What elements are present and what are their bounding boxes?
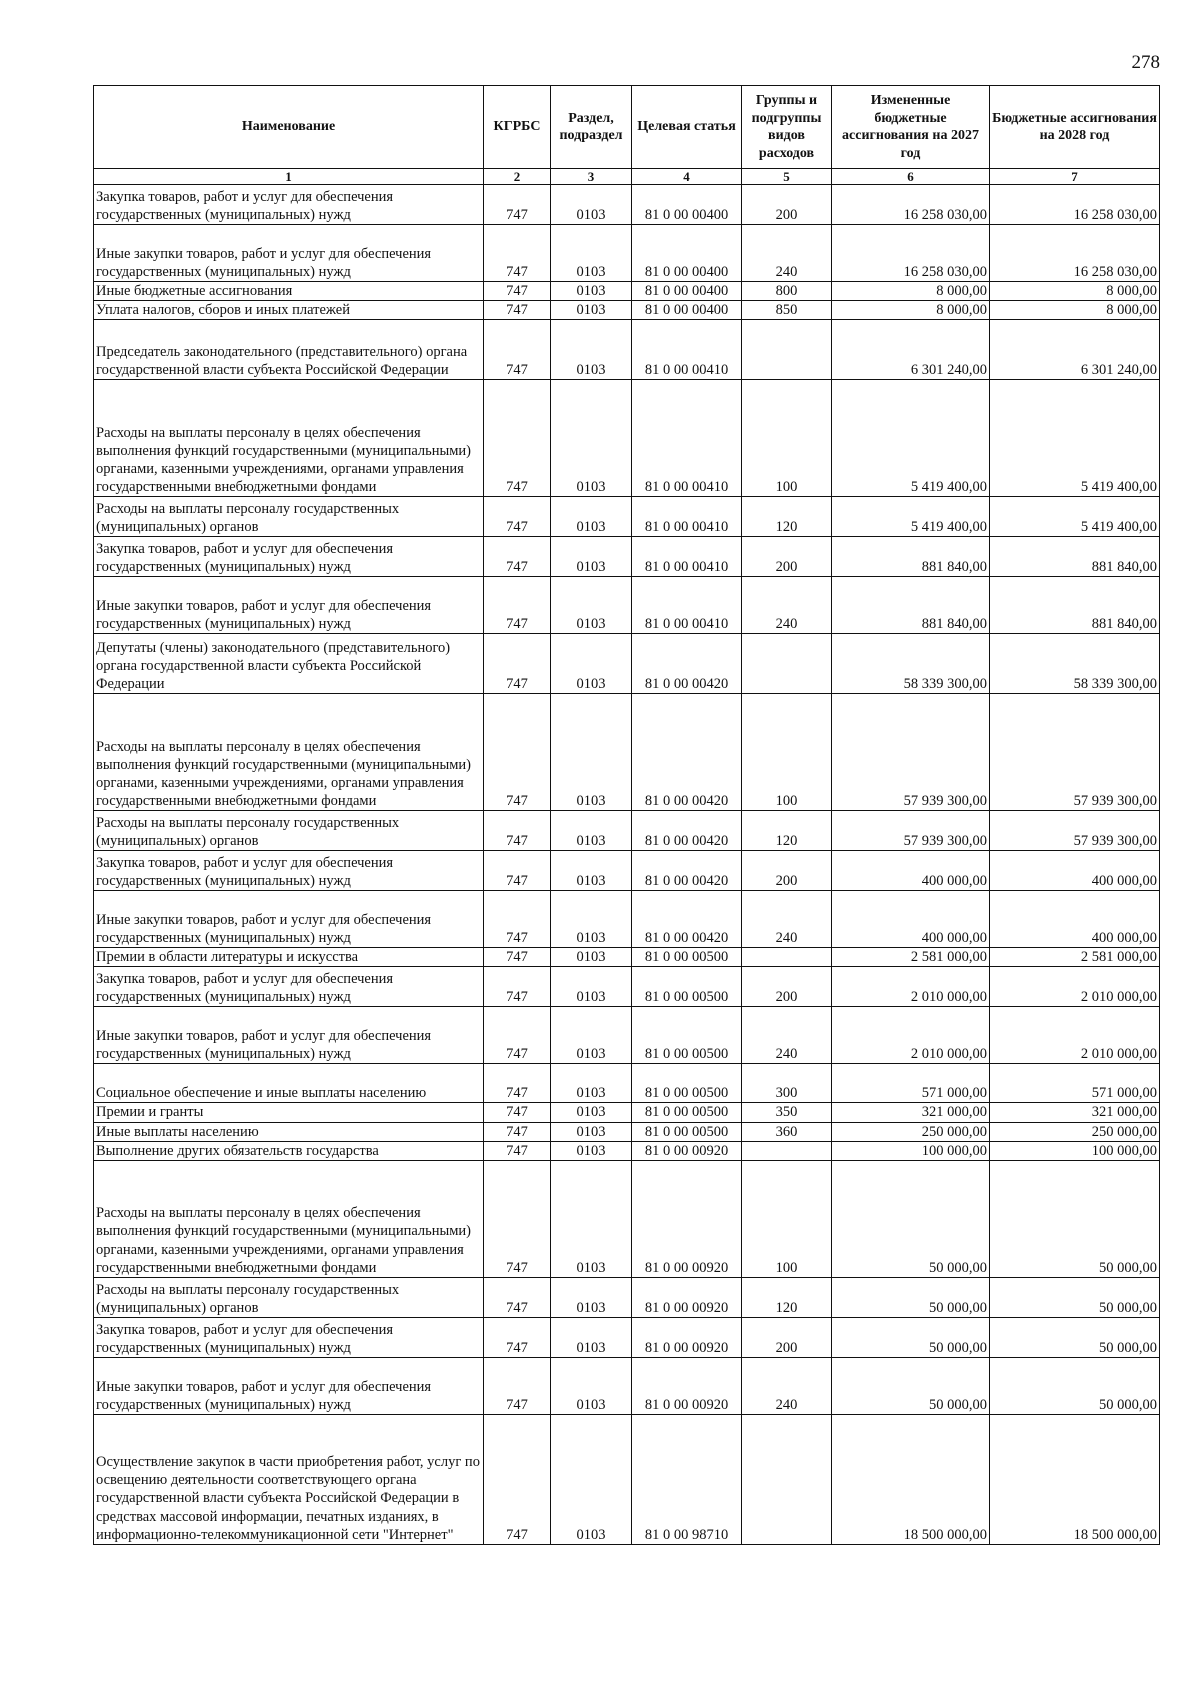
- column-header-group: Группы и подгруппы видов расходов: [742, 86, 832, 169]
- cell-kgrbs: 747: [484, 537, 551, 577]
- cell-kgrbs: 747: [484, 1357, 551, 1414]
- cell-group: 100: [742, 380, 832, 497]
- cell-article: 81 0 00 00410: [632, 577, 742, 634]
- cell-name: Выполнение других обязательств государства: [94, 1141, 484, 1160]
- cell-amount-2027: 16 258 030,00: [832, 225, 990, 282]
- cell-amount-2027: 57 939 300,00: [832, 694, 990, 811]
- table-row: [94, 967, 1160, 1007]
- cell-name: Закупка товаров, работ и услуг для обеспечения государственных (муниципальных) нужд: [94, 537, 484, 577]
- cell-section: 0103: [551, 851, 632, 891]
- cell-amount-2027: 50 000,00: [832, 1317, 990, 1357]
- cell-amount-2028: 2 010 000,00: [990, 1007, 1160, 1064]
- cell-name: Осуществление закупок в части приобретения работ, услуг по освещению деятельности соответствующего органа государственной власти субъекта Российской Федерации в средствах массовой информации, печатных изданиях, в информационно-телекоммуникационной сети "Интернет": [94, 1414, 484, 1544]
- cell-amount-2027: 5 419 400,00: [832, 380, 990, 497]
- cell-article: 81 0 00 00500: [632, 1103, 742, 1122]
- cell-article: 81 0 00 00420: [632, 694, 742, 811]
- cell-amount-2027: 50 000,00: [832, 1277, 990, 1317]
- cell-group: 200: [742, 185, 832, 225]
- cell-section: 0103: [551, 1277, 632, 1317]
- cell-name: Депутаты (члены) законодательного (представительного) органа государственной власти субъекта Российской Федерации: [94, 634, 484, 694]
- cell-article: 81 0 00 00410: [632, 320, 742, 380]
- cell-section: 0103: [551, 1103, 632, 1122]
- cell-group: 300: [742, 1064, 832, 1103]
- cell-name: Иные выплаты населению: [94, 1122, 484, 1141]
- cell-kgrbs: 747: [484, 577, 551, 634]
- cell-name: Расходы на выплаты персоналу в целях обеспечения выполнения функций государственными (муниципальными) органами, казенными учреждениями, органами управления государственными внебюджетными фондами: [94, 694, 484, 811]
- column-header-amount-2027: Измененные бюджетные ассигнования на 2027 год: [832, 86, 990, 169]
- cell-amount-2028: 18 500 000,00: [990, 1414, 1160, 1544]
- cell-kgrbs: 747: [484, 301, 551, 320]
- cell-amount-2028: 400 000,00: [990, 851, 1160, 891]
- cell-amount-2027: 58 339 300,00: [832, 634, 990, 694]
- cell-amount-2028: 58 339 300,00: [990, 634, 1160, 694]
- cell-kgrbs: 747: [484, 225, 551, 282]
- cell-amount-2028: 2 010 000,00: [990, 967, 1160, 1007]
- cell-group: 200: [742, 537, 832, 577]
- cell-amount-2028: 571 000,00: [990, 1064, 1160, 1103]
- table-row: [94, 301, 1160, 320]
- cell-amount-2027: 100 000,00: [832, 1141, 990, 1160]
- cell-group: 120: [742, 811, 832, 851]
- table-row: [94, 537, 1160, 577]
- cell-kgrbs: 747: [484, 320, 551, 380]
- cell-amount-2027: 57 939 300,00: [832, 811, 990, 851]
- cell-kgrbs: 747: [484, 1007, 551, 1064]
- cell-kgrbs: 747: [484, 380, 551, 497]
- cell-amount-2028: 881 840,00: [990, 577, 1160, 634]
- table-row: [94, 1160, 1160, 1277]
- cell-article: 81 0 00 00920: [632, 1141, 742, 1160]
- cell-group: 100: [742, 694, 832, 811]
- budget-table: [93, 85, 1160, 1545]
- cell-article: 81 0 00 00420: [632, 634, 742, 694]
- cell-section: 0103: [551, 225, 632, 282]
- cell-name: Премии в области литературы и искусства: [94, 948, 484, 967]
- table-row: [94, 320, 1160, 380]
- cell-amount-2027: 400 000,00: [832, 891, 990, 948]
- cell-group: 200: [742, 851, 832, 891]
- cell-group: 200: [742, 1317, 832, 1357]
- table-row: [94, 634, 1160, 694]
- cell-kgrbs: 747: [484, 811, 551, 851]
- cell-amount-2027: 881 840,00: [832, 537, 990, 577]
- column-number: 7: [990, 169, 1160, 185]
- cell-article: 81 0 00 00400: [632, 282, 742, 301]
- cell-section: 0103: [551, 1414, 632, 1544]
- cell-article: 81 0 00 00410: [632, 380, 742, 497]
- cell-amount-2027: 18 500 000,00: [832, 1414, 990, 1544]
- table-row: [94, 1414, 1160, 1544]
- cell-amount-2027: 571 000,00: [832, 1064, 990, 1103]
- cell-article: 81 0 00 00410: [632, 537, 742, 577]
- table-body: [94, 185, 1160, 1545]
- cell-group: 240: [742, 1007, 832, 1064]
- cell-article: 81 0 00 00410: [632, 497, 742, 537]
- table-row: [94, 1277, 1160, 1317]
- cell-amount-2027: 50 000,00: [832, 1357, 990, 1414]
- cell-amount-2028: 50 000,00: [990, 1160, 1160, 1277]
- cell-article: 81 0 00 00500: [632, 1122, 742, 1141]
- cell-kgrbs: 747: [484, 1064, 551, 1103]
- cell-amount-2027: 5 419 400,00: [832, 497, 990, 537]
- cell-section: 0103: [551, 497, 632, 537]
- cell-section: 0103: [551, 1141, 632, 1160]
- cell-group: 850: [742, 301, 832, 320]
- cell-group: 350: [742, 1103, 832, 1122]
- cell-amount-2028: 16 258 030,00: [990, 225, 1160, 282]
- cell-group: [742, 634, 832, 694]
- cell-article: 81 0 00 00420: [632, 851, 742, 891]
- cell-kgrbs: 747: [484, 1141, 551, 1160]
- cell-group: [742, 320, 832, 380]
- table-row: [94, 1007, 1160, 1064]
- cell-kgrbs: 747: [484, 282, 551, 301]
- cell-article: 81 0 00 00420: [632, 891, 742, 948]
- table-row: [94, 1317, 1160, 1357]
- cell-amount-2027: 16 258 030,00: [832, 185, 990, 225]
- column-header-name: Наименование: [94, 86, 484, 169]
- cell-article: 81 0 00 98710: [632, 1414, 742, 1544]
- cell-section: 0103: [551, 185, 632, 225]
- cell-group: [742, 948, 832, 967]
- cell-amount-2027: 250 000,00: [832, 1122, 990, 1141]
- column-number: 5: [742, 169, 832, 185]
- cell-amount-2027: 321 000,00: [832, 1103, 990, 1122]
- cell-name: Иные бюджетные ассигнования: [94, 282, 484, 301]
- cell-name: Расходы на выплаты персоналу государственных (муниципальных) органов: [94, 1277, 484, 1317]
- cell-name: Закупка товаров, работ и услуг для обеспечения государственных (муниципальных) нужд: [94, 1317, 484, 1357]
- cell-kgrbs: 747: [484, 1103, 551, 1122]
- cell-section: 0103: [551, 967, 632, 1007]
- table-row: [94, 497, 1160, 537]
- cell-kgrbs: 747: [484, 634, 551, 694]
- cell-article: 81 0 00 00400: [632, 225, 742, 282]
- cell-amount-2027: 881 840,00: [832, 577, 990, 634]
- cell-kgrbs: 747: [484, 694, 551, 811]
- cell-article: 81 0 00 00400: [632, 185, 742, 225]
- cell-amount-2027: 6 301 240,00: [832, 320, 990, 380]
- cell-amount-2028: 2 581 000,00: [990, 948, 1160, 967]
- cell-group: 100: [742, 1160, 832, 1277]
- cell-article: 81 0 00 00500: [632, 1064, 742, 1103]
- cell-group: 200: [742, 967, 832, 1007]
- cell-amount-2028: 6 301 240,00: [990, 320, 1160, 380]
- cell-section: 0103: [551, 1317, 632, 1357]
- cell-amount-2027: 50 000,00: [832, 1160, 990, 1277]
- cell-amount-2028: 100 000,00: [990, 1141, 1160, 1160]
- cell-amount-2028: 57 939 300,00: [990, 694, 1160, 811]
- cell-name: Социальное обеспечение и иные выплаты населению: [94, 1064, 484, 1103]
- cell-section: 0103: [551, 577, 632, 634]
- cell-group: [742, 1414, 832, 1544]
- cell-kgrbs: 747: [484, 1160, 551, 1277]
- column-number: 2: [484, 169, 551, 185]
- cell-group: 240: [742, 891, 832, 948]
- table-row: [94, 1141, 1160, 1160]
- cell-article: 81 0 00 00420: [632, 811, 742, 851]
- cell-name: Иные закупки товаров, работ и услуг для обеспечения государственных (муниципальных) нужд: [94, 577, 484, 634]
- cell-article: 81 0 00 00920: [632, 1277, 742, 1317]
- cell-article: 81 0 00 00400: [632, 301, 742, 320]
- cell-group: 240: [742, 225, 832, 282]
- cell-article: 81 0 00 00500: [632, 1007, 742, 1064]
- cell-article: 81 0 00 00500: [632, 967, 742, 1007]
- cell-section: 0103: [551, 320, 632, 380]
- cell-section: 0103: [551, 891, 632, 948]
- cell-amount-2028: 8 000,00: [990, 282, 1160, 301]
- cell-amount-2028: 321 000,00: [990, 1103, 1160, 1122]
- cell-name: Расходы на выплаты персоналу государственных (муниципальных) органов: [94, 497, 484, 537]
- table-row: [94, 1122, 1160, 1141]
- cell-amount-2028: 250 000,00: [990, 1122, 1160, 1141]
- table-row: [94, 811, 1160, 851]
- cell-group: 240: [742, 577, 832, 634]
- header-row: [94, 86, 1160, 169]
- cell-section: 0103: [551, 1122, 632, 1141]
- cell-kgrbs: 747: [484, 1122, 551, 1141]
- cell-amount-2027: 400 000,00: [832, 851, 990, 891]
- page-number: 278: [1131, 52, 1160, 73]
- table-row: [94, 380, 1160, 497]
- table-row: [94, 1064, 1160, 1103]
- cell-name: Расходы на выплаты персоналу в целях обеспечения выполнения функций государственными (муниципальными) органами, казенными учреждениями, органами управления государственными внебюджетными фондами: [94, 1160, 484, 1277]
- cell-group: [742, 1141, 832, 1160]
- cell-section: 0103: [551, 1160, 632, 1277]
- table-row: [94, 282, 1160, 301]
- cell-amount-2028: 50 000,00: [990, 1317, 1160, 1357]
- table-row: [94, 851, 1160, 891]
- column-number: 3: [551, 169, 632, 185]
- cell-amount-2027: 8 000,00: [832, 282, 990, 301]
- table-row: [94, 225, 1160, 282]
- cell-amount-2028: 8 000,00: [990, 301, 1160, 320]
- column-header-section: Раздел, подраздел: [551, 86, 632, 169]
- column-number: 6: [832, 169, 990, 185]
- cell-name: Закупка товаров, работ и услуг для обеспечения государственных (муниципальных) нужд: [94, 851, 484, 891]
- cell-section: 0103: [551, 282, 632, 301]
- column-number-row: [94, 169, 1160, 185]
- cell-article: 81 0 00 00920: [632, 1317, 742, 1357]
- cell-name: Закупка товаров, работ и услуг для обеспечения государственных (муниципальных) нужд: [94, 185, 484, 225]
- table-row: [94, 694, 1160, 811]
- cell-article: 81 0 00 00920: [632, 1357, 742, 1414]
- column-header-kgrbs: КГРБС: [484, 86, 551, 169]
- cell-amount-2028: 5 419 400,00: [990, 380, 1160, 497]
- cell-name: Премии и гранты: [94, 1103, 484, 1122]
- cell-article: 81 0 00 00500: [632, 948, 742, 967]
- cell-amount-2028: 5 419 400,00: [990, 497, 1160, 537]
- cell-section: 0103: [551, 694, 632, 811]
- cell-amount-2027: 2 581 000,00: [832, 948, 990, 967]
- cell-group: 120: [742, 1277, 832, 1317]
- cell-kgrbs: 747: [484, 891, 551, 948]
- cell-section: 0103: [551, 380, 632, 497]
- cell-kgrbs: 747: [484, 1414, 551, 1544]
- cell-section: 0103: [551, 1357, 632, 1414]
- cell-kgrbs: 747: [484, 1317, 551, 1357]
- cell-group: 120: [742, 497, 832, 537]
- cell-section: 0103: [551, 948, 632, 967]
- cell-amount-2028: 50 000,00: [990, 1357, 1160, 1414]
- cell-group: 240: [742, 1357, 832, 1414]
- cell-name: Иные закупки товаров, работ и услуг для обеспечения государственных (муниципальных) нужд: [94, 1007, 484, 1064]
- cell-amount-2028: 881 840,00: [990, 537, 1160, 577]
- column-number: 1: [94, 169, 484, 185]
- cell-amount-2027: 2 010 000,00: [832, 1007, 990, 1064]
- cell-section: 0103: [551, 634, 632, 694]
- table-row: [94, 577, 1160, 634]
- cell-kgrbs: 747: [484, 1277, 551, 1317]
- cell-name: Председатель законодательного (представительного) органа государственной власти субъекта Российской Федерации: [94, 320, 484, 380]
- cell-amount-2028: 16 258 030,00: [990, 185, 1160, 225]
- cell-section: 0103: [551, 1007, 632, 1064]
- table-row: [94, 185, 1160, 225]
- table-row: [94, 948, 1160, 967]
- cell-kgrbs: 747: [484, 497, 551, 537]
- cell-kgrbs: 747: [484, 948, 551, 967]
- cell-name: Расходы на выплаты персоналу в целях обеспечения выполнения функций государственными (муниципальными) органами, казенными учреждениями, органами управления государственными внебюджетными фондами: [94, 380, 484, 497]
- cell-amount-2028: 50 000,00: [990, 1277, 1160, 1317]
- cell-kgrbs: 747: [484, 185, 551, 225]
- column-header-amount-2028: Бюджетные ассигнования на 2028 год: [990, 86, 1160, 169]
- cell-name: Иные закупки товаров, работ и услуг для обеспечения государственных (муниципальных) нужд: [94, 891, 484, 948]
- column-number: 4: [632, 169, 742, 185]
- cell-section: 0103: [551, 301, 632, 320]
- column-header-article: Целевая статья: [632, 86, 742, 169]
- cell-amount-2027: 8 000,00: [832, 301, 990, 320]
- cell-group: 360: [742, 1122, 832, 1141]
- cell-section: 0103: [551, 537, 632, 577]
- cell-kgrbs: 747: [484, 967, 551, 1007]
- cell-section: 0103: [551, 811, 632, 851]
- cell-group: 800: [742, 282, 832, 301]
- cell-name: Иные закупки товаров, работ и услуг для обеспечения государственных (муниципальных) нужд: [94, 225, 484, 282]
- cell-name: Иные закупки товаров, работ и услуг для обеспечения государственных (муниципальных) нужд: [94, 1357, 484, 1414]
- cell-name: Уплата налогов, сборов и иных платежей: [94, 301, 484, 320]
- cell-amount-2027: 2 010 000,00: [832, 967, 990, 1007]
- table-row: [94, 891, 1160, 948]
- cell-kgrbs: 747: [484, 851, 551, 891]
- cell-name: Расходы на выплаты персоналу государственных (муниципальных) органов: [94, 811, 484, 851]
- table-row: [94, 1357, 1160, 1414]
- cell-section: 0103: [551, 1064, 632, 1103]
- cell-amount-2028: 57 939 300,00: [990, 811, 1160, 851]
- cell-amount-2028: 400 000,00: [990, 891, 1160, 948]
- cell-name: Закупка товаров, работ и услуг для обеспечения государственных (муниципальных) нужд: [94, 967, 484, 1007]
- cell-article: 81 0 00 00920: [632, 1160, 742, 1277]
- table-row: [94, 1103, 1160, 1122]
